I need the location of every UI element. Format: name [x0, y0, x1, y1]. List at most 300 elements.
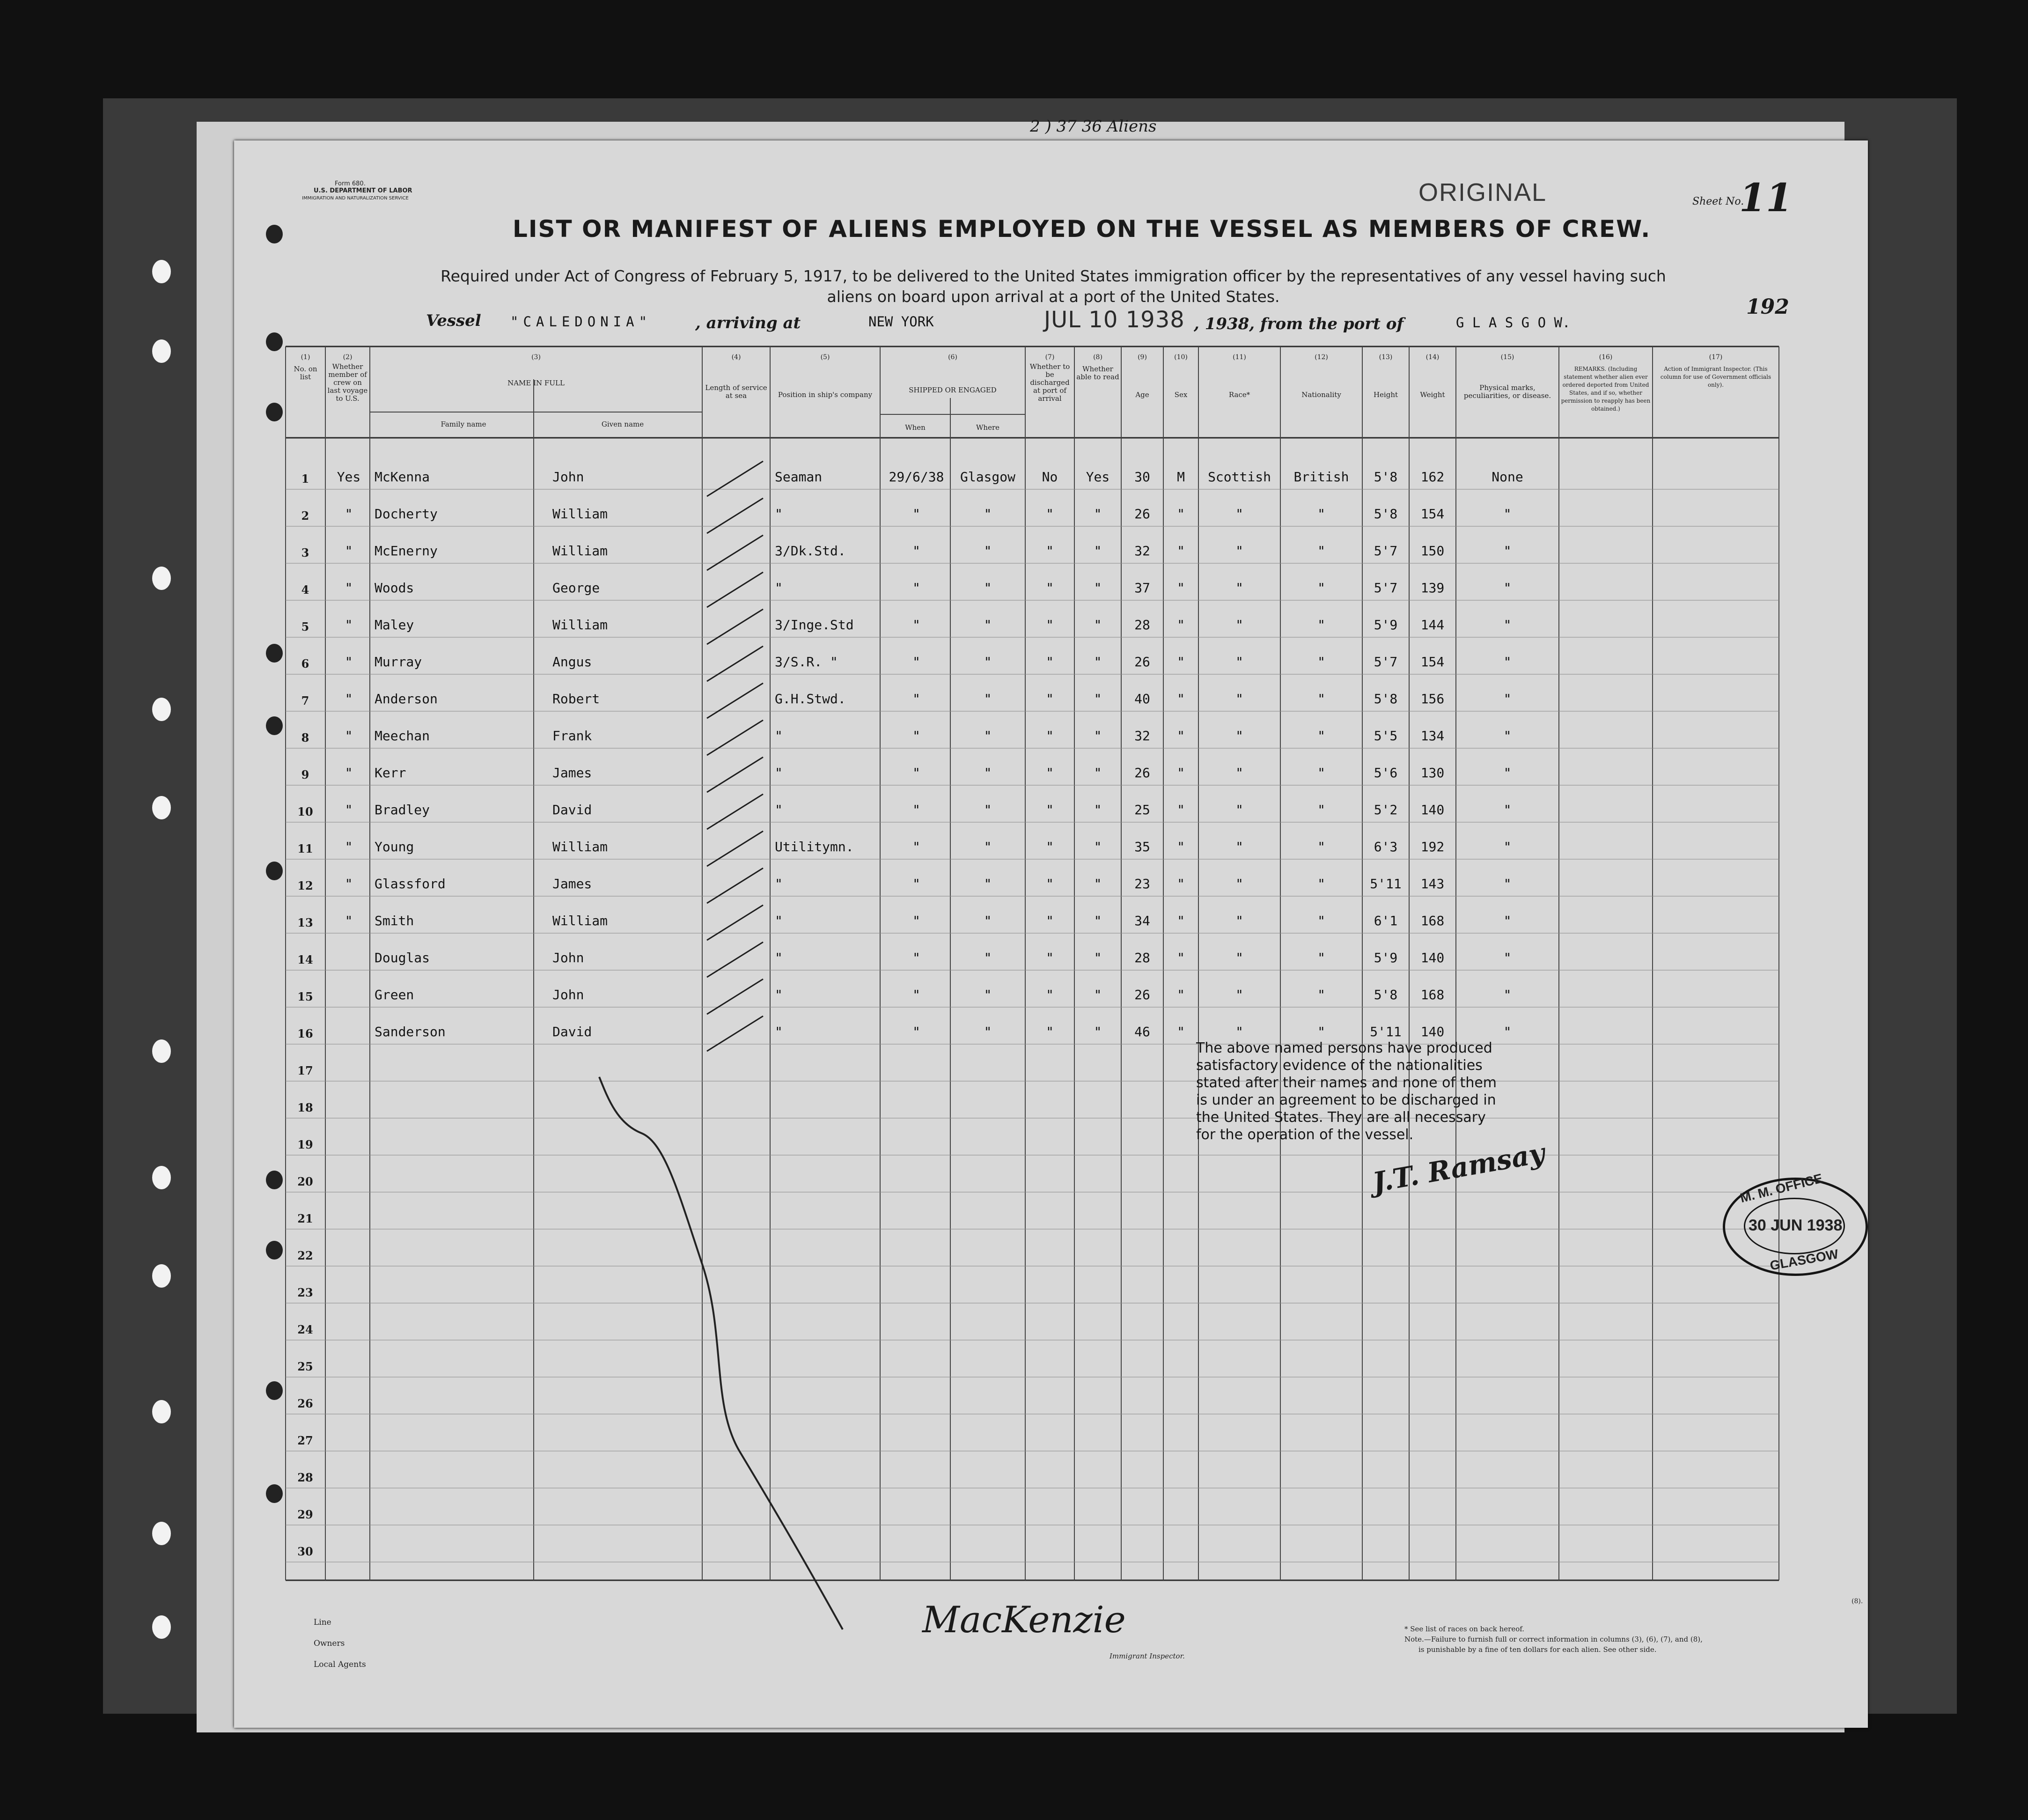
cell-given: William: [552, 617, 608, 633]
cell-prev: ": [345, 580, 353, 596]
punch-hole: [266, 716, 283, 735]
cell-read: ": [1094, 617, 1102, 633]
cell-prev: ": [345, 506, 353, 522]
row-number: 6: [301, 657, 309, 671]
cell-sex: ": [1177, 950, 1185, 965]
cell-family: Young: [375, 839, 414, 855]
cell-position: ": [775, 876, 783, 892]
cell-position: ": [775, 802, 783, 818]
cell-family: Green: [375, 987, 414, 1002]
row-number: 19: [297, 1138, 313, 1151]
cell-nationality: ": [1317, 913, 1325, 928]
cell-discharged: ": [1046, 654, 1054, 670]
cell-weight: 130: [1420, 765, 1445, 781]
cell-height: 5'11: [1370, 1024, 1402, 1039]
column-number: (13): [1379, 354, 1393, 361]
binder-hole: [152, 1615, 171, 1639]
cell-sex: ": [1177, 987, 1185, 1002]
binder-hole: [152, 260, 171, 283]
binder-hole: [152, 567, 171, 590]
when-header: When: [905, 423, 926, 432]
cell-nationality: ": [1317, 1024, 1325, 1039]
cell-family: Douglas: [375, 950, 430, 965]
column-header-label: Position in ship's company: [778, 391, 873, 399]
cell-read: ": [1094, 1024, 1102, 1039]
penalty-note-1: Note.—Failure to furnish full or correct information in columns (3), (6), (7), and (8),: [1404, 1635, 1703, 1643]
cell-position: ": [775, 506, 783, 522]
cell-when: ": [912, 506, 920, 522]
cell-when: ": [912, 580, 920, 596]
cell-prev: ": [345, 876, 353, 892]
cell-weight: 140: [1420, 950, 1445, 965]
cell-marks: ": [1503, 617, 1512, 633]
cell-given: William: [552, 913, 608, 928]
cell-given: John: [552, 469, 584, 485]
column-number: (11): [1233, 354, 1246, 361]
cell-when: 29/6/38: [889, 469, 944, 485]
cell-marks: ": [1503, 802, 1512, 818]
cell-position: ": [775, 765, 783, 781]
cell-given: John: [552, 950, 584, 965]
cell-given: David: [552, 1024, 592, 1039]
cell-weight: 154: [1420, 506, 1445, 522]
cell-marks: ": [1503, 1024, 1512, 1039]
cell-family: Meechan: [375, 728, 430, 744]
cell-marks: ": [1503, 506, 1512, 522]
column-header-label: Whether member of crew on last voyage to U.S.: [327, 362, 368, 403]
cell-age: 35: [1134, 839, 1150, 855]
service-stroke: [707, 646, 763, 681]
row-number: 7: [301, 694, 309, 707]
cell-when: ": [912, 617, 920, 633]
row-number: 21: [297, 1212, 313, 1225]
inspector-label: Immigrant Inspector.: [1110, 1652, 1185, 1660]
cell-weight: 168: [1420, 987, 1445, 1002]
cell-discharged: No: [1042, 469, 1058, 485]
column-number: (6): [948, 354, 957, 361]
cell-marks: ": [1503, 691, 1512, 707]
column-header-label: Length of service at sea: [705, 383, 767, 400]
cell-when: ": [912, 802, 920, 818]
cell-sex: ": [1177, 765, 1185, 781]
cell-prev: ": [345, 913, 353, 928]
cell-discharged: ": [1046, 987, 1054, 1002]
cell-read: ": [1094, 913, 1102, 928]
cell-weight: 156: [1420, 691, 1445, 707]
cell-where: ": [984, 580, 992, 596]
row-number: 26: [297, 1397, 313, 1410]
column-number: (12): [1315, 354, 1328, 361]
year-label: , 1938, from the port of: [1194, 315, 1404, 333]
cell-family: Sanderson: [375, 1024, 446, 1039]
service-stroke: [707, 720, 763, 755]
cell-height: 6'1: [1374, 913, 1398, 928]
cert-line-4: is under an agreement to be discharged in: [1196, 1092, 1496, 1108]
top-handwritten-note: 2 ) 37 36 Aliens: [1030, 117, 1157, 136]
cell-given: Angus: [552, 654, 592, 670]
cell-sex: ": [1177, 913, 1185, 928]
cell-family: McEnerny: [375, 543, 438, 559]
cell-weight: 134: [1420, 728, 1445, 744]
from-port: G L A S G O W.: [1456, 315, 1571, 331]
cancel-line: [599, 1077, 843, 1629]
cell-discharged: ": [1046, 580, 1054, 596]
cell-nationality: ": [1317, 950, 1325, 965]
cert-line-2: satisfactory evidence of the nationalities: [1196, 1057, 1483, 1074]
cell-sex: ": [1177, 876, 1185, 892]
cell-when: ": [912, 1024, 920, 1039]
service-stroke: [707, 905, 763, 940]
cell-when: ": [912, 765, 920, 781]
row-number: 27: [297, 1434, 313, 1447]
column-number: (7): [1045, 354, 1055, 361]
stamp-bottom-text: GLASGOW: [1769, 1246, 1840, 1273]
cert-line-3: stated after their names and none of them: [1196, 1075, 1497, 1091]
cell-height: 5'9: [1374, 950, 1398, 965]
cell-nationality: ": [1317, 728, 1325, 744]
right-edge-mark: (8).: [1852, 1598, 1863, 1605]
cell-nationality: ": [1317, 654, 1325, 670]
cell-sex: ": [1177, 802, 1185, 818]
cell-read: ": [1094, 654, 1102, 670]
cell-weight: 192: [1420, 839, 1445, 855]
vessel-name: "CALEDONIA": [510, 314, 652, 330]
column-header-label: Height: [1373, 391, 1398, 399]
cell-weight: 162: [1420, 469, 1445, 485]
punch-hole: [266, 1171, 283, 1189]
service-stroke: [707, 609, 763, 644]
punch-hole: [266, 225, 283, 243]
cert-line-1: The above named persons have produced: [1196, 1040, 1492, 1056]
punch-hole: [266, 332, 283, 351]
cell-nationality: British: [1293, 469, 1349, 485]
cell-family: McKenna: [375, 469, 430, 485]
cell-race: ": [1235, 839, 1243, 855]
cell-marks: None: [1492, 469, 1523, 485]
subtitle-line-1: Required under Act of Congress of February 5, 1917, to be delivered to the United States immigration officer by the representatives of any vessel having such: [441, 267, 1666, 285]
cell-where: ": [984, 950, 992, 965]
penalty-note-2: is punishable by a fine of ten dollars for each alien. See other side.: [1418, 1645, 1657, 1654]
column-header-label: Race*: [1228, 391, 1250, 399]
service-stroke: [707, 461, 763, 496]
cell-where: ": [984, 802, 992, 818]
binder-hole: [152, 1264, 171, 1288]
original-stamp: ORIGINAL: [1418, 178, 1547, 206]
column-number: (9): [1138, 354, 1147, 361]
column-header-label: Nationality: [1301, 391, 1341, 399]
row-number: 13: [297, 916, 313, 929]
row-number: 15: [297, 990, 313, 1003]
cell-family: Docherty: [375, 506, 438, 522]
service-stroke: [707, 572, 763, 607]
row-number: 17: [297, 1064, 313, 1077]
cell-family: Maley: [375, 617, 414, 633]
cell-race: ": [1235, 765, 1243, 781]
where-header: Where: [976, 423, 999, 432]
cell-age: 28: [1134, 617, 1150, 633]
binder-hole: [152, 1039, 171, 1063]
column-header-label: REMARKS. (Including statement whether alien ever ordered deported from United States, and if so, whether permission to reapply has been obtained.): [1561, 366, 1651, 412]
cell-given: George: [552, 580, 600, 596]
cell-marks: ": [1503, 728, 1512, 744]
cell-family: Anderson: [375, 691, 438, 707]
row-number: 4: [301, 583, 309, 597]
cell-race: ": [1235, 913, 1243, 928]
cell-given: William: [552, 506, 608, 522]
cert-line-5: the United States. They are all necessary: [1196, 1109, 1486, 1126]
cell-when: ": [912, 543, 920, 559]
cell-where: ": [984, 728, 992, 744]
cell-position: ": [775, 728, 783, 744]
row-number: 22: [297, 1249, 313, 1262]
cell-sex: ": [1177, 580, 1185, 596]
cell-read: ": [1094, 691, 1102, 707]
cell-race: ": [1235, 654, 1243, 670]
page-number: 192: [1746, 295, 1789, 319]
cell-given: William: [552, 839, 608, 855]
cell-read: ": [1094, 802, 1102, 818]
cell-age: 25: [1134, 802, 1150, 818]
column-header-label: NAME IN FULL: [507, 379, 565, 387]
cell-when: ": [912, 913, 920, 928]
cell-height: 5'8: [1374, 506, 1398, 522]
row-number: 30: [297, 1545, 313, 1558]
row-number: 10: [297, 805, 313, 818]
binder-hole: [152, 698, 171, 721]
cell-age: 26: [1134, 765, 1150, 781]
binder-hole: [152, 796, 171, 819]
cell-position: 3/S.R. ": [775, 654, 838, 670]
row-number: 1: [301, 472, 309, 486]
cell-given: James: [552, 765, 592, 781]
column-number: (17): [1709, 354, 1723, 361]
cell-marks: ": [1503, 913, 1512, 928]
cell-weight: 168: [1420, 913, 1445, 928]
row-number: 25: [297, 1360, 313, 1373]
row-number: 14: [297, 953, 313, 966]
cell-discharged: ": [1046, 691, 1054, 707]
row-number: 3: [301, 546, 309, 560]
cell-sex: ": [1177, 506, 1185, 522]
family-name-header: Family name: [441, 420, 486, 428]
cell-nationality: ": [1317, 580, 1325, 596]
cell-weight: 143: [1420, 876, 1445, 892]
cell-weight: 154: [1420, 654, 1445, 670]
cell-where: ": [984, 543, 992, 559]
cell-race: ": [1235, 543, 1243, 559]
given-name-header: Given name: [601, 420, 644, 428]
cell-nationality: ": [1317, 617, 1325, 633]
column-number: (4): [731, 354, 741, 361]
cell-height: 5'5: [1374, 728, 1398, 744]
owners-label: Owners: [314, 1639, 345, 1648]
cell-height: 5'7: [1374, 580, 1398, 596]
binder-hole: [152, 339, 171, 363]
cell-where: ": [984, 987, 992, 1002]
cell-discharged: ": [1046, 765, 1054, 781]
cell-read: Yes: [1086, 469, 1110, 485]
cell-read: ": [1094, 839, 1102, 855]
cell-height: 6'3: [1374, 839, 1398, 855]
cell-weight: 150: [1420, 543, 1445, 559]
cell-age: 23: [1134, 876, 1150, 892]
cell-given: William: [552, 543, 608, 559]
office-stamp: [1723, 1171, 1868, 1276]
cell-nationality: ": [1317, 802, 1325, 818]
column-number: (3): [531, 354, 541, 361]
service-label: IMMIGRATION AND NATURALIZATION SERVICE: [302, 196, 409, 201]
cell-sex: ": [1177, 543, 1185, 559]
cell-height: 5'9: [1374, 617, 1398, 633]
cell-family: Bradley: [375, 802, 430, 818]
service-stroke: [707, 1016, 763, 1051]
row-number: 5: [301, 620, 309, 634]
cell-prev: ": [345, 802, 353, 818]
service-stroke: [707, 683, 763, 718]
cell-where: ": [984, 839, 992, 855]
line-label: Line: [314, 1618, 331, 1627]
cell-read: ": [1094, 765, 1102, 781]
cell-prev: ": [345, 839, 353, 855]
row-number: 11: [297, 842, 313, 855]
cell-where: ": [984, 617, 992, 633]
sheet-label: Sheet No.: [1692, 196, 1744, 207]
cell-weight: 139: [1420, 580, 1445, 596]
cell-weight: 140: [1420, 802, 1445, 818]
row-number: 8: [301, 731, 309, 744]
column-number: (2): [343, 354, 353, 361]
column-header-label: Whether able to read: [1076, 365, 1119, 381]
cell-marks: ": [1503, 876, 1512, 892]
row-number: 28: [297, 1471, 313, 1484]
arrival-date-stamp: JUL 10 1938: [1044, 307, 1185, 333]
cell-position: G.H.Stwd.: [775, 691, 846, 707]
certifier-signature: J.T. Ramsay: [1370, 1137, 1547, 1199]
manifest-title: LIST OR MANIFEST OF ALIENS EMPLOYED ON THE VESSEL AS MEMBERS OF CREW.: [513, 215, 1651, 243]
vessel-label: Vessel: [426, 311, 481, 330]
cell-height: 5'7: [1374, 654, 1398, 670]
cell-discharged: ": [1046, 617, 1054, 633]
cell-marks: ": [1503, 543, 1512, 559]
local-agents-label: Local Agents: [314, 1660, 366, 1669]
cell-marks: ": [1503, 765, 1512, 781]
cell-race: ": [1235, 617, 1243, 633]
service-stroke: [707, 868, 763, 903]
cell-position: 3/Inge.Std: [775, 617, 854, 633]
cell-read: ": [1094, 876, 1102, 892]
cell-prev: ": [345, 617, 353, 633]
cell-position: ": [775, 913, 783, 928]
cell-marks: ": [1503, 987, 1512, 1002]
cell-age: 32: [1134, 728, 1150, 744]
column-number: (15): [1500, 354, 1514, 361]
cell-sex: ": [1177, 839, 1185, 855]
cell-height: 5'2: [1374, 802, 1398, 818]
cell-age: 40: [1134, 691, 1150, 707]
cell-position: Seaman: [775, 469, 823, 485]
cell-sex: ": [1177, 1024, 1185, 1039]
cell-family: Smith: [375, 913, 414, 928]
cell-when: ": [912, 950, 920, 965]
cell-read: ": [1094, 580, 1102, 596]
cell-given: Frank: [552, 728, 592, 744]
column-number: (8): [1093, 354, 1102, 361]
row-number: 16: [297, 1027, 313, 1040]
row-number: 24: [297, 1323, 313, 1336]
form-number: Form 680.: [335, 180, 366, 187]
punch-hole: [266, 644, 283, 663]
cell-sex: ": [1177, 691, 1185, 707]
cell-where: ": [984, 913, 992, 928]
cell-age: 30: [1134, 469, 1150, 485]
cell-when: ": [912, 728, 920, 744]
cell-prev: ": [345, 728, 353, 744]
race-note: * See list of races on back hereof.: [1404, 1625, 1525, 1633]
cell-given: David: [552, 802, 592, 818]
cell-age: 28: [1134, 950, 1150, 965]
row-number: 2: [301, 509, 309, 523]
cell-position: ": [775, 987, 783, 1002]
stamp-date: 30 JUN 1938: [1749, 1216, 1843, 1234]
column-header-label: Action of Immigrant Inspector. (This column for use of Government officials only).: [1660, 366, 1771, 388]
stamp-top-text: M. M. OFFICE: [1738, 1171, 1824, 1206]
cell-where: ": [984, 691, 992, 707]
cell-where: ": [984, 876, 992, 892]
column-number: (10): [1174, 354, 1188, 361]
cell-race: ": [1235, 987, 1243, 1002]
cell-given: John: [552, 987, 584, 1002]
cell-when: ": [912, 987, 920, 1002]
cell-position: 3/Dk.Std.: [775, 543, 846, 559]
cell-nationality: ": [1317, 839, 1325, 855]
service-stroke: [707, 498, 763, 533]
cell-family: Murray: [375, 654, 422, 670]
certification-statement: [1196, 1039, 1497, 1143]
column-number: (5): [820, 354, 830, 361]
cell-race: ": [1235, 876, 1243, 892]
column-number: (14): [1425, 354, 1440, 361]
cell-prev: ": [345, 765, 353, 781]
cell-position: ": [775, 1024, 783, 1039]
cell-family: Glassford: [375, 876, 446, 892]
cell-discharged: ": [1046, 950, 1054, 965]
cell-age: 37: [1134, 580, 1150, 596]
cell-when: ": [912, 691, 920, 707]
cell-sex: ": [1177, 617, 1185, 633]
cell-height: 5'6: [1374, 765, 1398, 781]
cell-height: 5'8: [1374, 691, 1398, 707]
column-header-label: SHIPPED OR ENGAGED: [909, 386, 997, 394]
binder-hole: [152, 1522, 171, 1545]
cell-nationality: ": [1317, 876, 1325, 892]
cell-read: ": [1094, 728, 1102, 744]
cell-given: Robert: [552, 691, 600, 707]
cell-read: ": [1094, 950, 1102, 965]
cell-family: Kerr: [375, 765, 406, 781]
punch-hole: [266, 1241, 283, 1260]
cell-nationality: ": [1317, 987, 1325, 1002]
punch-hole: [266, 403, 283, 421]
cell-read: ": [1094, 506, 1102, 522]
cell-race: ": [1235, 1024, 1243, 1039]
cert-line-6: for the operation of the vessel.: [1196, 1127, 1414, 1143]
manifest-subtitle: [375, 266, 1732, 307]
cell-when: ": [912, 876, 920, 892]
cell-age: 26: [1134, 506, 1150, 522]
cell-age: 46: [1134, 1024, 1150, 1039]
cell-nationality: ": [1317, 506, 1325, 522]
cell-height: 5'8: [1374, 469, 1398, 485]
